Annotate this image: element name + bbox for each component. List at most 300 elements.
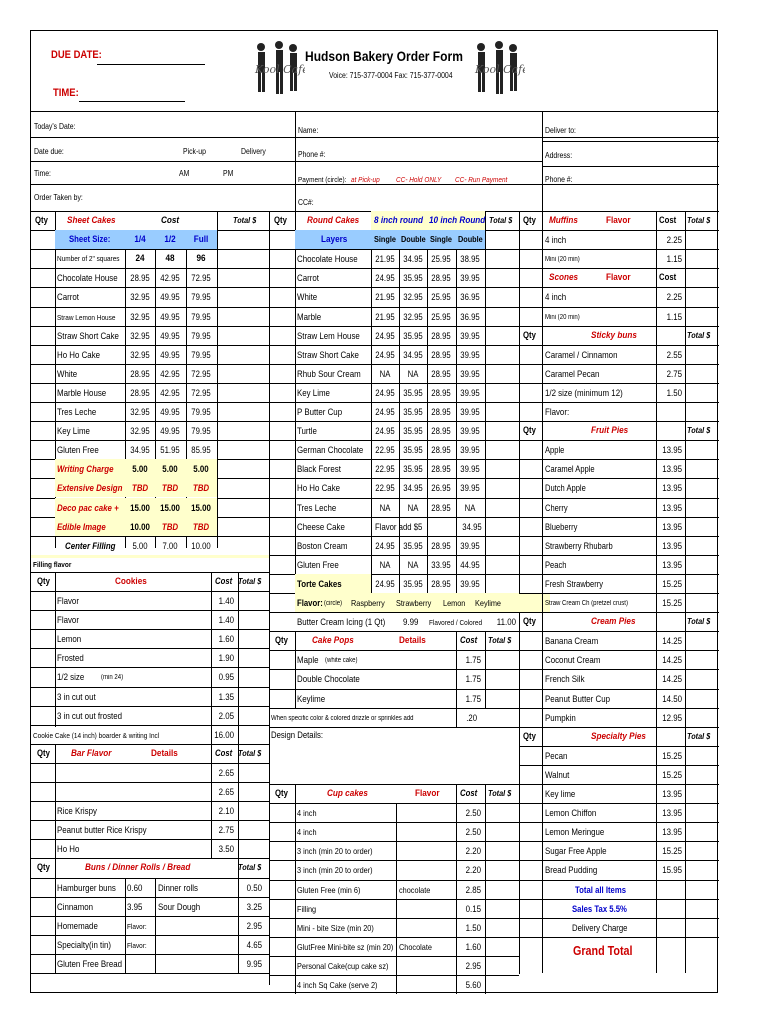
cup-total-col: [485, 784, 486, 994]
sticky-qty-input[interactable]: [519, 383, 542, 402]
bars-rule: [31, 801, 269, 802]
pop-qty-input[interactable]: [269, 650, 295, 669]
round-qty-input[interactable]: [269, 345, 295, 364]
buns-qty-header: Qty: [37, 862, 50, 873]
order-taken-field[interactable]: [111, 189, 291, 203]
bun-qty-input[interactable]: [31, 897, 55, 916]
muffins-cost: 2.25: [666, 235, 682, 246]
sheet-row-price: 79.95: [191, 330, 211, 341]
fruit-name: Caramel Apple: [545, 464, 595, 475]
fruit-cost: 13.95: [662, 540, 682, 551]
sheet-qty-input[interactable]: [31, 383, 55, 402]
phone-label: Phone #:: [298, 150, 326, 159]
center-filling-price: 5.00: [132, 540, 148, 551]
sheet-extra-price: 15.00: [130, 502, 150, 513]
scones-title: Scones: [549, 272, 579, 284]
cream-cost: 14.25: [662, 636, 682, 647]
fruit-cost: 13.95: [662, 559, 682, 570]
fruit-name: Peach: [545, 559, 567, 570]
round-qty-input[interactable]: [269, 402, 295, 421]
fruit-name: Apple: [545, 445, 565, 456]
total-all-items-label: Total all Items: [575, 884, 627, 895]
cookie-qty-input[interactable]: [31, 687, 55, 706]
pop-qty-input[interactable]: [269, 689, 295, 708]
round-rule: [269, 287, 519, 288]
cookie-cost: 2.05: [218, 710, 234, 721]
cookies-rule: [31, 687, 269, 688]
cookie-qty-input[interactable]: [31, 706, 55, 725]
specialty-cost: 15.25: [662, 846, 682, 857]
bun-cost: 0.50: [246, 882, 262, 893]
sticky-name: Caramel Pecan: [545, 368, 600, 379]
cream-qty-input[interactable]: [519, 669, 542, 688]
torte-circle-note: (circle): [324, 600, 343, 607]
round-row-price: 39.95: [460, 407, 480, 417]
bun-qty-input[interactable]: [31, 954, 55, 973]
bar-cost: 2.65: [218, 787, 234, 797]
sheet-row-price: 79.95: [191, 407, 211, 417]
sheet-qty-input[interactable]: [31, 345, 55, 364]
specialty-qty-input[interactable]: [519, 765, 542, 784]
specialty-qty-input[interactable]: [519, 822, 542, 841]
round-row-name: Turtle: [297, 426, 317, 437]
round-qty-input[interactable]: [269, 249, 295, 268]
round-row-name: Chocolate House: [297, 254, 358, 265]
layer-subheader: Single: [430, 234, 452, 245]
round-row-name: Carrot: [297, 273, 319, 284]
butter-cream-label: Butter Cream Icing (1 Qt): [297, 617, 386, 628]
fruit-name: Cherry: [545, 502, 568, 513]
right-rule: [519, 689, 719, 690]
sheet-row-price: 79.95: [191, 292, 211, 303]
round-qty-input[interactable]: [269, 307, 295, 326]
bar-qty-input[interactable]: [31, 801, 55, 820]
bars-rule: [31, 782, 269, 783]
sheet-size-label: Sheet Size:: [69, 234, 111, 245]
fruit-qty-input[interactable]: [519, 440, 542, 459]
round-row-name: German Chocolate: [297, 445, 364, 456]
sheet-rule: [31, 440, 269, 441]
cream-title: Cream Pies: [591, 616, 636, 628]
fruit-qty-input[interactable]: [519, 593, 542, 612]
right-rule: [519, 860, 719, 861]
sheet-extra-price: 5.00: [132, 464, 148, 475]
fruit-cost: 13.95: [662, 483, 682, 494]
fruit-qty-input[interactable]: [519, 498, 542, 517]
sheet-row-price: 32.95: [130, 311, 150, 322]
round-row-price: 36.95: [460, 292, 480, 303]
delivery-charge-field[interactable]: [685, 918, 719, 937]
round-row-price: 28.95: [431, 540, 451, 551]
specialty-qty-input[interactable]: [519, 746, 542, 765]
butter-cream-price-2: 11.00: [496, 617, 516, 628]
sheet-qty-input[interactable]: [31, 326, 55, 345]
cupcake-qty-input[interactable]: [269, 975, 295, 994]
cookie-cost: 1.40: [218, 615, 234, 626]
bars-rule: [31, 820, 269, 821]
round-cakes-title: Round Cakes: [307, 215, 360, 226]
buns-rule: [31, 973, 269, 974]
round-row-name: Torte Cakes: [297, 578, 342, 589]
round-row-price: 34.95: [403, 254, 423, 265]
sheet-rule: [31, 287, 269, 288]
round-row-price: 28.95: [431, 387, 451, 398]
round-row-price: 35.95: [403, 387, 423, 398]
grand-total-field[interactable]: [685, 937, 719, 967]
round-row-price: 28.95: [431, 445, 451, 456]
deliver-to-label: Deliver to:: [545, 126, 576, 135]
pop-cost: 1.75: [465, 674, 481, 685]
round-row-price: NA: [379, 559, 391, 570]
muffins-qty-input[interactable]: [519, 249, 542, 268]
fruit-qty-input[interactable]: [519, 517, 542, 536]
cupcake-cost: 1.50: [465, 922, 481, 933]
specialty-cost: 15.95: [662, 865, 682, 876]
info-rule-3: [31, 184, 295, 185]
muffins-cost: 1.15: [666, 254, 682, 265]
sticky-title: Sticky buns: [591, 329, 637, 341]
fruit-qty-input[interactable]: [519, 478, 542, 497]
payment-pickup-option: at Pick-up: [351, 175, 380, 184]
right-rule: [519, 612, 719, 613]
round-row-price: 35.95: [403, 540, 423, 551]
cupcake-qty-input[interactable]: [269, 937, 295, 956]
sheet-extra-price: 15.00: [160, 502, 180, 513]
round-row-price: 39.95: [460, 445, 480, 456]
pop-qty-input[interactable]: [269, 669, 295, 688]
fruit-qty-input[interactable]: [519, 574, 542, 593]
sheet-qty-input[interactable]: [31, 402, 55, 421]
butter-cream-price: 9.99: [403, 617, 419, 628]
pop-name: Keylime: [297, 693, 326, 704]
bar-qty-input[interactable]: [31, 763, 55, 782]
right-rule: [519, 631, 719, 632]
cupcake-qty-input[interactable]: [269, 822, 295, 841]
buns-title: Buns / Dinner Rolls / Bread: [85, 862, 191, 874]
fruit-qty-input[interactable]: [519, 459, 542, 478]
round-row-price: 28.95: [431, 578, 451, 589]
round-qty-input[interactable]: [269, 555, 295, 574]
cookies-rule: [31, 610, 269, 611]
specialty-cost: 13.95: [662, 808, 682, 819]
round-row-price: 28.95: [431, 464, 451, 475]
cc-field[interactable]: [321, 193, 536, 207]
cream-total-header: Total $: [687, 616, 711, 627]
round-row-price: 34.95: [403, 349, 423, 360]
cupcake-qty-input[interactable]: [269, 860, 295, 879]
sheet-row-price: 79.95: [191, 426, 211, 437]
payment-label: Payment (circle):: [298, 175, 347, 184]
round-row-price: 39.95: [460, 349, 480, 360]
pop-cost: 1.75: [465, 655, 481, 666]
cookies-rule: [31, 744, 269, 745]
cookies-total-header: Total $: [238, 575, 262, 586]
due-date-line: [97, 64, 205, 65]
sales-tax-field[interactable]: [685, 899, 719, 918]
pickup-option: Pick-up: [183, 147, 206, 156]
center-filling-label: Center Filling: [65, 540, 116, 551]
bun-name: Specialty(in tin): [57, 939, 112, 950]
sticky-qty-input[interactable]: [519, 402, 542, 421]
round-qty-input[interactable]: [269, 574, 295, 593]
bar-qty-input[interactable]: [31, 782, 55, 801]
round-qty-input[interactable]: [269, 517, 295, 536]
sticky-qty-input[interactable]: [519, 364, 542, 383]
round-qty-col: [295, 211, 296, 611]
round-row-price: 24.95: [375, 349, 395, 360]
sheet-extra-price: 15.00: [191, 502, 211, 513]
payment-hold-option: CC- Hold ONLY: [396, 175, 442, 184]
sheet-size-2: Full: [193, 234, 209, 246]
cookie-cake-col2: [238, 725, 239, 744]
info-rule-6: [542, 141, 719, 142]
grand-total-label: Grand Total: [573, 943, 633, 958]
round-row-name: Gluten Free: [297, 559, 339, 570]
round-qty-input[interactable]: [269, 268, 295, 287]
sheet-row-price: 42.95: [160, 273, 180, 284]
sheet-qty-input[interactable]: [31, 307, 55, 326]
cream-qty-input[interactable]: [519, 650, 542, 669]
time-label-2: Time:: [34, 169, 51, 178]
cupcake-name: 3 inch (min 20 to order): [297, 865, 373, 876]
torte-flavor-option: Lemon: [443, 598, 466, 608]
center-filling-price: 10.00: [191, 540, 211, 551]
cup-rule: [269, 822, 519, 823]
round-qty-input[interactable]: [269, 536, 295, 555]
name-field[interactable]: [323, 121, 538, 135]
time-field[interactable]: [79, 85, 185, 101]
round-row-price: 22.95: [375, 483, 395, 494]
round-row-price: 36.95: [460, 311, 480, 322]
sheet-rule: [31, 307, 269, 308]
name-label: Name:: [298, 126, 319, 135]
fruit-name: Dutch Apple: [545, 483, 586, 494]
round-rule: [269, 612, 519, 613]
payment-run-option: CC- Run Payment: [455, 175, 508, 184]
round-rule: [269, 536, 519, 537]
bun-qty-input[interactable]: [31, 916, 55, 935]
bun-price: 3.95: [127, 901, 143, 912]
cream-qty-input[interactable]: [519, 631, 542, 650]
buns-total-header: Total $: [238, 862, 262, 873]
round-row-price: 24.95: [375, 273, 395, 284]
sheet-row-price: 49.95: [160, 349, 180, 360]
address-label: Address:: [545, 151, 573, 160]
round-qty-input[interactable]: [269, 383, 295, 402]
round-row-price: 35.95: [403, 407, 423, 417]
bar-name: Rice Krispy: [57, 806, 97, 817]
fruit-total-header: Total $: [687, 425, 711, 436]
cup-rule: [269, 937, 519, 938]
round-qty-input[interactable]: [269, 421, 295, 440]
round-row-name: Straw Lem House: [297, 330, 360, 341]
round-qty-input[interactable]: [269, 287, 295, 306]
round-qty-input[interactable]: [269, 440, 295, 459]
pops-rule: [269, 689, 519, 690]
cupcake-qty-input[interactable]: [269, 918, 295, 937]
sheet-qty-input[interactable]: [31, 421, 55, 440]
bar-qty-input[interactable]: [31, 820, 55, 839]
bun-qty-input[interactable]: [31, 878, 55, 897]
cup-rule: [269, 880, 519, 881]
specialty-qty-input[interactable]: [519, 784, 542, 803]
pops-rule: [269, 727, 519, 728]
muffins-qty-input[interactable]: [519, 230, 542, 249]
muffins-cost-header: Cost: [659, 215, 677, 225]
round-qty-header: Qty: [274, 215, 287, 225]
sheet-qty-input[interactable]: [31, 287, 55, 306]
round-qty-input[interactable]: [269, 498, 295, 517]
sheet-cakes-title: Sheet Cakes: [67, 215, 116, 226]
bars-title: Bar Flavor: [71, 747, 112, 759]
pm-option: PM: [223, 169, 234, 178]
date-due-label: Date due:: [34, 147, 64, 156]
muffins-qty-header: Qty: [523, 215, 536, 225]
bun-name: Hamburger buns: [57, 882, 116, 893]
due-date-field[interactable]: [97, 47, 205, 63]
cookie-qty-input[interactable]: [31, 610, 55, 629]
muffins-name: 4 inch: [545, 235, 567, 246]
round-qty-input[interactable]: [269, 364, 295, 383]
scones-qty-input[interactable]: [519, 307, 542, 326]
bar-qty-input[interactable]: [31, 839, 55, 858]
cup-rule: [269, 860, 519, 861]
cupcake-name: Personal Cake(cup cake sz): [297, 960, 389, 971]
cupcake-name: Gluten Free (min 6): [297, 884, 361, 895]
scones-qty-input[interactable]: [519, 287, 542, 306]
specialty-qty-input[interactable]: [519, 803, 542, 822]
bun-price: Flavor:: [127, 921, 147, 931]
fruit-qty-input[interactable]: [519, 536, 542, 555]
fruit-name: Fresh Strawberry: [545, 578, 604, 589]
round-row-price: 35.95: [403, 578, 423, 589]
right-rule: [519, 230, 719, 231]
order-taken-label: Order Taken by:: [34, 193, 83, 202]
cupcake-qty-input[interactable]: [269, 899, 295, 918]
cookies-rule: [31, 667, 269, 668]
sheet-rule: [31, 249, 269, 250]
muffins-title: Muffins: [549, 215, 578, 226]
filling-flavor-label: Filling flavor: [33, 559, 72, 569]
squares-1: 48: [165, 253, 175, 265]
sheet-row-price: 79.95: [191, 349, 211, 360]
cream-qty-input[interactable]: [519, 689, 542, 708]
time-line: [79, 101, 185, 102]
bun-qty-input[interactable]: [31, 935, 55, 954]
bun-cost: 4.65: [246, 939, 262, 950]
round-rule: [269, 383, 519, 384]
round-qty-input[interactable]: [269, 459, 295, 478]
sheet-qty-input[interactable]: [31, 268, 55, 287]
sheet-row-name: Straw Short Cake: [57, 330, 119, 341]
round-qty-input[interactable]: [269, 478, 295, 497]
sheet-row-name: Ho Ho Cake: [57, 349, 101, 360]
cup-cost-header: Cost: [460, 788, 478, 798]
sheet-row-name: White: [57, 368, 78, 379]
cupcake-qty-input[interactable]: [269, 880, 295, 899]
sheet-qty-input[interactable]: [31, 364, 55, 383]
phone-field[interactable]: [331, 144, 536, 158]
sheet-row-price: 28.95: [130, 368, 150, 379]
pops-rule: [269, 669, 519, 670]
round-total-col: [485, 211, 486, 610]
round-rule: [269, 364, 519, 365]
logo-right: [469, 39, 525, 95]
round-row-price: 24.95: [375, 407, 395, 417]
cream-cost: 14.50: [662, 693, 682, 704]
specialty-qty-input[interactable]: [519, 841, 542, 860]
cookie-cake-cost: 16.00: [214, 729, 234, 740]
cupcake-qty-input[interactable]: [269, 841, 295, 860]
cookie-qty-input[interactable]: [31, 591, 55, 610]
specialty-qty-input[interactable]: [519, 860, 542, 879]
cookies-rule: [31, 629, 269, 630]
cupcake-name: 4 inch: [297, 827, 317, 838]
round-row-price: 21.95: [375, 254, 395, 265]
cream-qty-input[interactable]: [519, 708, 542, 727]
sheet-extra-name: Extensive Design: [57, 483, 123, 494]
cookie-qty-input[interactable]: [31, 667, 55, 686]
cookies-qty-header: Qty: [37, 575, 50, 586]
fruit-qty-input[interactable]: [519, 555, 542, 574]
sticky-total-header: Total $: [687, 329, 711, 340]
round-rule: [269, 345, 519, 346]
cookies-cost-header: Cost: [215, 575, 233, 586]
muffins-flavor-header: Flavor: [606, 215, 631, 226]
cookies-top-rule: [31, 572, 269, 573]
cookie-qty-input[interactable]: [31, 629, 55, 648]
round-row-price: NA: [379, 502, 391, 513]
cookie-qty-input[interactable]: [31, 648, 55, 667]
sheet-cost-header: Cost: [161, 215, 180, 226]
sheet-row-price: 85.95: [191, 445, 211, 456]
sheet-extra-price: TBD: [161, 521, 179, 532]
fruit-cost: 15.25: [662, 598, 682, 608]
cupcake-cost: 2.95: [465, 960, 481, 971]
round-row-price: 34.95: [462, 521, 482, 532]
todays-date-field[interactable]: [91, 118, 291, 134]
sheet-total-header: Total $: [233, 215, 257, 225]
sheet-row-price: 28.95: [130, 273, 150, 284]
sales-tax-label: Sales Tax 5.5%: [572, 903, 627, 914]
cookies-rule: [31, 591, 269, 592]
cupcake-qty-input[interactable]: [269, 956, 295, 975]
cupcakes-top-rule: [269, 784, 519, 785]
total-all-items-field[interactable]: [685, 880, 719, 899]
round-qty-input[interactable]: [269, 326, 295, 345]
round-row-note: Flavor add $5: [375, 521, 423, 532]
sheet-extra-name: Deco pac cake +: [57, 502, 119, 513]
sheet-qty-input[interactable]: [31, 440, 55, 459]
pops-rule: [269, 708, 519, 709]
time-label: TIME:: [53, 87, 79, 99]
fruit-cost: 13.95: [662, 521, 682, 532]
cupcake-name: GlutFree Mini-bite sz (min 20): [297, 941, 394, 952]
cookie-name: 3 in cut out: [57, 691, 96, 702]
round-row-name: Boston Cream: [297, 540, 348, 551]
sheet-extra-price: 5.00: [193, 464, 209, 475]
round-row-name: Tres Leche: [297, 502, 337, 513]
round-row-price: 44.95: [460, 559, 480, 570]
round-row-price: 25.95: [431, 292, 451, 303]
layer-subheader: Single: [374, 234, 396, 245]
cookie-cost: 0.95: [218, 672, 234, 683]
sheet-row-name: Key Lime: [57, 426, 90, 437]
cupcake-qty-input[interactable]: [269, 803, 295, 822]
sticky-qty-input[interactable]: [519, 345, 542, 364]
bun-name: Cinnamon: [57, 901, 94, 912]
design-details-field[interactable]: [271, 739, 516, 779]
